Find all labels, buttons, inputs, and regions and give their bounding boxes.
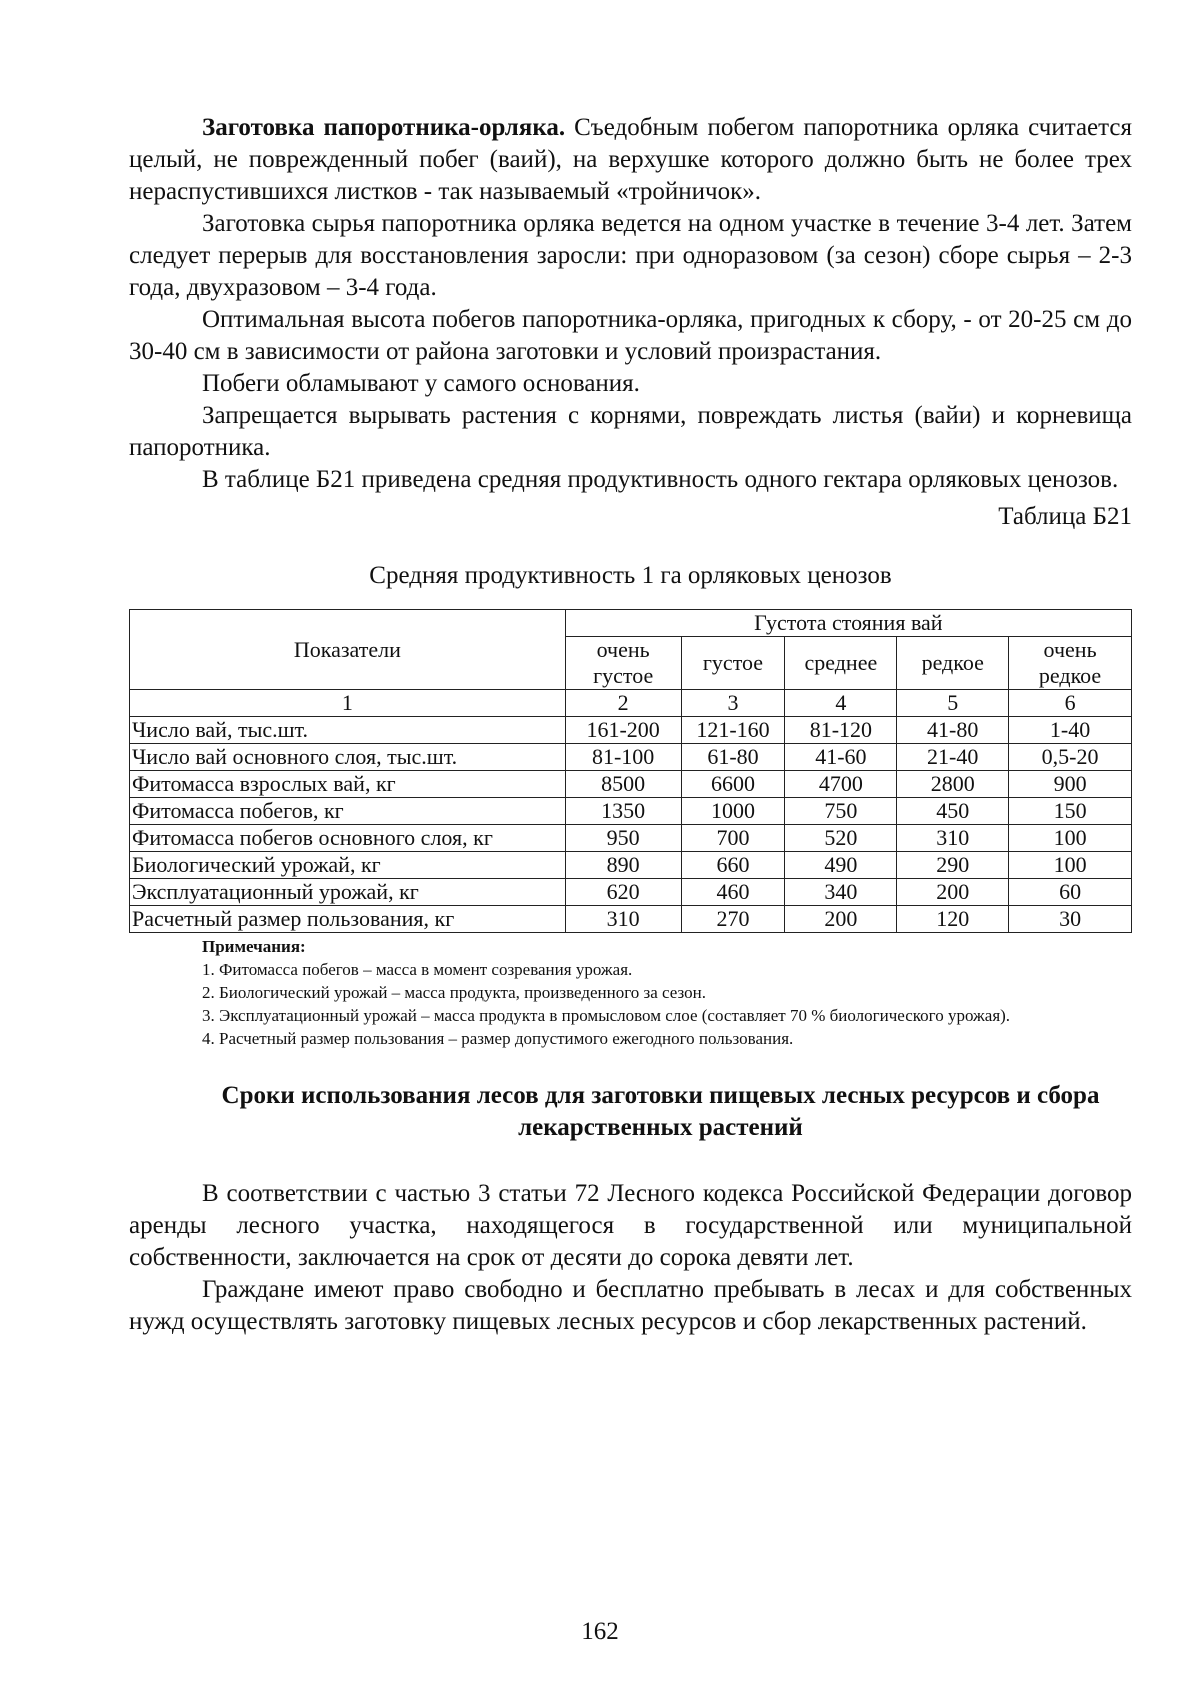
- row-value: 490: [785, 852, 897, 879]
- row-value: 520: [785, 825, 897, 852]
- header-density-group: Густота стояния вай: [565, 610, 1131, 637]
- row-value: 200: [897, 879, 1009, 906]
- header-column-number: 5: [897, 690, 1009, 717]
- row-value: 700: [681, 825, 785, 852]
- row-value: 200: [785, 906, 897, 933]
- row-label: Фитомасса побегов, кг: [130, 798, 566, 825]
- row-value: 41-60: [785, 744, 897, 771]
- row-value: 100: [1009, 825, 1132, 852]
- row-value: 30: [1009, 906, 1132, 933]
- row-value: 60: [1009, 879, 1132, 906]
- intro-paragraph-3: Оптимальная высота побегов папоротника-орляка, пригодных к сбору, - от 20-25 см до 30-40 см в зависимости от района заготовки и условий произрастания.: [129, 306, 1132, 365]
- row-value: 950: [565, 825, 681, 852]
- row-value: 6600: [681, 771, 785, 798]
- table-row: [130, 825, 1132, 852]
- intro-paragraph-2: Заготовка сырья папоротника орляка ведется на одном участке в течение 3-4 лет. Затем следует перерыв для восстановления заросли: при одноразовом (за сезон) сборе сырья – 2-3 года, двухразовом – 3-4 года.: [129, 210, 1132, 301]
- row-value: 460: [681, 879, 785, 906]
- row-value: 290: [897, 852, 1009, 879]
- table-row: [130, 744, 1132, 771]
- row-value: 1-40: [1009, 717, 1132, 744]
- header-density-4: редкое: [897, 637, 1009, 690]
- note-item: 3. Эксплуатационный урожай – масса продукта в промысловом слое (составляет 70 % биологического урожая).: [202, 1006, 1011, 1025]
- intro-paragraph-5: Запрещается вырывать растения с корнями, повреждать листья (вайи) и корневища папоротника.: [129, 402, 1132, 461]
- row-value: 81-120: [785, 717, 897, 744]
- header-density-3: среднее: [785, 637, 897, 690]
- header-density-5: очень редкое: [1009, 637, 1132, 690]
- row-value: 41-80: [897, 717, 1009, 744]
- row-value: 310: [897, 825, 1009, 852]
- notes-heading: Примечания:: [202, 937, 306, 956]
- row-label: Фитомасса побегов основного слоя, кг: [130, 825, 566, 852]
- header-density-1: очень густое: [565, 637, 681, 690]
- row-value: 450: [897, 798, 1009, 825]
- row-value: 1000: [681, 798, 785, 825]
- section-paragraph-1: В соответствии с частью 3 статьи 72 Лесного кодекса Российской Федерации договор аренды лесного участка, находящегося в государственной или муниципальной собственности, заключается на срок от десяти до сорока девяти лет.: [129, 1180, 1132, 1271]
- intro-paragraph-6: В таблице Б21 приведена средняя продуктивность одного гектара орляковых ценозов.: [202, 466, 1119, 493]
- row-label: Число вай, тыс.шт.: [130, 717, 566, 744]
- intro-paragraph-1: [129, 112, 1132, 208]
- table-label: Таблица Б21: [998, 503, 1132, 530]
- row-value: 310: [565, 906, 681, 933]
- row-value: 2800: [897, 771, 1009, 798]
- section-title: Сроки использования лесов для заготовки пищевых лесных ресурсов и сбора лекарственных растений: [221, 1082, 1100, 1141]
- intro-paragraph-4: Побеги обламывают у самого основания.: [202, 370, 640, 397]
- row-value: 120: [897, 906, 1009, 933]
- row-label: Число вай основного слоя, тыс.шт.: [130, 744, 566, 771]
- table-row: [130, 771, 1132, 798]
- note-item: 4. Расчетный размер пользования – размер допустимого ежегодного пользования.: [202, 1029, 794, 1048]
- header-column-number: 6: [1009, 690, 1132, 717]
- row-value: 61-80: [681, 744, 785, 771]
- row-value: 150: [1009, 798, 1132, 825]
- table-row: [130, 798, 1132, 825]
- row-label: Фитомасса взрослых вай, кг: [130, 771, 566, 798]
- section-paragraph-2: Граждане имеют право свободно и бесплатно пребывать в лесах и для собственных нужд осуществлять заготовку пищевых лесных ресурсов и сбор лекарственных растений.: [129, 1276, 1132, 1335]
- page-content: [129, 112, 1132, 1338]
- table-notes: [129, 935, 1132, 1050]
- header-density-2: густое: [681, 637, 785, 690]
- table-row: [130, 717, 1132, 744]
- table-title: Средняя продуктивность 1 га орляковых ценозов: [369, 562, 892, 589]
- note-item: 1. Фитомасса побегов – масса в момент созревания урожая.: [202, 960, 633, 979]
- row-value: 270: [681, 906, 785, 933]
- row-value: 100: [1009, 852, 1132, 879]
- row-value: 0,5-20: [1009, 744, 1132, 771]
- header-column-number: 2: [565, 690, 681, 717]
- header-column-number: 3: [681, 690, 785, 717]
- table-row: [130, 879, 1132, 906]
- note-item: 2. Биологический урожай – масса продукта, произведенного за сезон.: [202, 983, 707, 1002]
- row-label: Биологический урожай, кг: [130, 852, 566, 879]
- row-value: 660: [681, 852, 785, 879]
- header-indicator: Показатели: [130, 610, 566, 690]
- row-value: 900: [1009, 771, 1132, 798]
- row-value: 4700: [785, 771, 897, 798]
- table-row: [130, 852, 1132, 879]
- row-value: 81-100: [565, 744, 681, 771]
- row-label: Эксплуатационный урожай, кг: [130, 879, 566, 906]
- intro-title: Заготовка папоротника-орляка.: [202, 114, 566, 141]
- row-value: 21-40: [897, 744, 1009, 771]
- row-value: 1350: [565, 798, 681, 825]
- row-value: 340: [785, 879, 897, 906]
- row-value: 121-160: [681, 717, 785, 744]
- row-value: 750: [785, 798, 897, 825]
- row-label: Расчетный размер пользования, кг: [130, 906, 566, 933]
- page-number: 162: [581, 1618, 619, 1645]
- table-row: [130, 906, 1132, 933]
- header-column-number: 4: [785, 690, 897, 717]
- row-value: 620: [565, 879, 681, 906]
- row-value: 8500: [565, 771, 681, 798]
- productivity-table: [129, 609, 1132, 933]
- intro-text-1: Съедобным побегом папоротника орляка считается целый, не поврежденный побег (ваий), на верхушке которого должно быть не более трех нераспустившихся листков - так называемый «тройничок».: [129, 114, 1132, 205]
- row-value: 890: [565, 852, 681, 879]
- row-value: 161-200: [565, 717, 681, 744]
- header-column-number: 1: [130, 690, 566, 717]
